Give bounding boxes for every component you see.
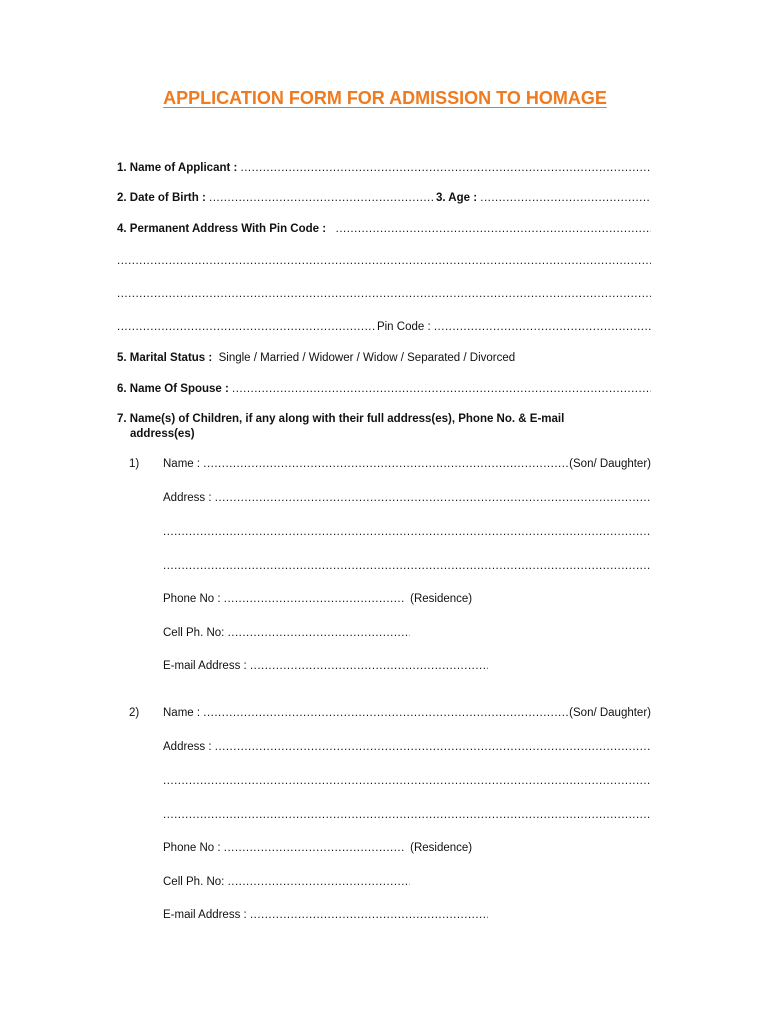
child-2-address-row-2 bbox=[163, 772, 651, 790]
child-2-address-blank-1[interactable] bbox=[215, 738, 651, 756]
child-2-address-row-1 bbox=[163, 738, 651, 756]
child-1-address-row-1 bbox=[163, 489, 651, 507]
address-blank-2[interactable] bbox=[117, 252, 651, 270]
child-2-relation: (Son/ Daughter) bbox=[569, 707, 651, 719]
child-1-cell-blank[interactable] bbox=[228, 624, 410, 642]
age-label: 3. Age : bbox=[435, 192, 478, 204]
child-1-email-row bbox=[163, 657, 651, 675]
child-2-name-blank[interactable] bbox=[203, 704, 569, 722]
address-row-2 bbox=[117, 252, 651, 270]
child-2-email-blank[interactable] bbox=[250, 906, 488, 924]
child-1-phone-row bbox=[163, 590, 651, 608]
child-1-address-row-3 bbox=[163, 557, 651, 575]
children-heading bbox=[117, 412, 651, 442]
address-label: 4. Permanent Address With Pin Code : bbox=[117, 223, 327, 235]
child-1-address-label: Address : bbox=[163, 492, 212, 504]
address-row-3 bbox=[117, 285, 651, 303]
child-2-email-row bbox=[163, 906, 651, 924]
child-2-cell-row bbox=[163, 873, 651, 891]
child-1-cell-label: Cell Ph. No: bbox=[163, 627, 225, 639]
child-2-phone-label: Phone No : bbox=[163, 842, 221, 854]
pin-code-label: Pin Code : bbox=[376, 321, 431, 333]
marital-status-label: 5. Marital Status : bbox=[117, 352, 213, 364]
child-2-name-label: Name : bbox=[163, 707, 201, 719]
children-heading-line1: 7. Name(s) of Children, if any along with their full address(es), Phone No. & E-mail bbox=[117, 413, 565, 425]
applicant-name-blank[interactable] bbox=[241, 159, 651, 177]
child-1-address-blank-2[interactable] bbox=[163, 523, 651, 541]
address-blank-4[interactable] bbox=[117, 318, 375, 336]
child-2-name-row bbox=[163, 704, 651, 722]
marital-status-row bbox=[117, 349, 651, 367]
child-1-email-blank[interactable] bbox=[250, 657, 488, 675]
child-2-phone-blank[interactable] bbox=[224, 839, 404, 857]
age-blank[interactable] bbox=[480, 189, 651, 207]
child-2-address-label: Address : bbox=[163, 741, 212, 753]
child-1-relation: (Son/ Daughter) bbox=[569, 458, 651, 470]
child-1-cell-row bbox=[163, 624, 651, 642]
spouse-row bbox=[117, 380, 651, 398]
address-blank-3[interactable] bbox=[117, 285, 651, 303]
child-2-address-row-3 bbox=[163, 806, 651, 824]
dob-label: 2. Date of Birth : bbox=[117, 192, 206, 204]
form-title: APPLICATION FORM FOR ADMISSION TO HOMAGE bbox=[163, 88, 607, 108]
pin-code-blank[interactable] bbox=[434, 318, 651, 336]
child-2-cell-label: Cell Ph. No: bbox=[163, 876, 225, 888]
spouse-blank[interactable] bbox=[232, 380, 651, 398]
child-1-address-blank-1[interactable] bbox=[215, 489, 651, 507]
dob-age-row bbox=[117, 189, 651, 207]
child-1-address-row-2 bbox=[163, 523, 651, 541]
child-1-email-label: E-mail Address : bbox=[163, 660, 247, 672]
address-row-1 bbox=[117, 220, 651, 238]
child-2-residence: (Residence) bbox=[410, 842, 473, 854]
child-1-name-row bbox=[163, 455, 651, 473]
child-1-number: 1) bbox=[129, 458, 140, 470]
applicant-name-label: 1. Name of Applicant : bbox=[117, 162, 238, 174]
child-1-residence: (Residence) bbox=[410, 593, 473, 605]
child-2-number: 2) bbox=[129, 707, 140, 719]
child-2-phone-row bbox=[163, 839, 651, 857]
child-1-address-blank-3[interactable] bbox=[163, 557, 651, 575]
address-blank-1[interactable] bbox=[336, 220, 651, 238]
child-2-cell-blank[interactable] bbox=[228, 873, 410, 891]
child-1-name-label: Name : bbox=[163, 458, 201, 470]
marital-status-options: Single / Married / Widower / Widow / Separated / Divorced bbox=[218, 352, 516, 364]
child-2-address-blank-3[interactable] bbox=[163, 806, 651, 824]
children-heading-line2: address(es) bbox=[130, 428, 195, 440]
child-1-phone-blank[interactable] bbox=[224, 590, 404, 608]
dob-blank[interactable] bbox=[209, 189, 434, 207]
child-2-address-blank-2[interactable] bbox=[163, 772, 651, 790]
spouse-label: 6. Name Of Spouse : bbox=[117, 383, 229, 395]
child-1-phone-label: Phone No : bbox=[163, 593, 221, 605]
address-pin-row bbox=[117, 318, 651, 336]
child-1-name-blank[interactable] bbox=[203, 455, 569, 473]
child-2-email-label: E-mail Address : bbox=[163, 909, 247, 921]
applicant-name-row bbox=[117, 159, 651, 177]
